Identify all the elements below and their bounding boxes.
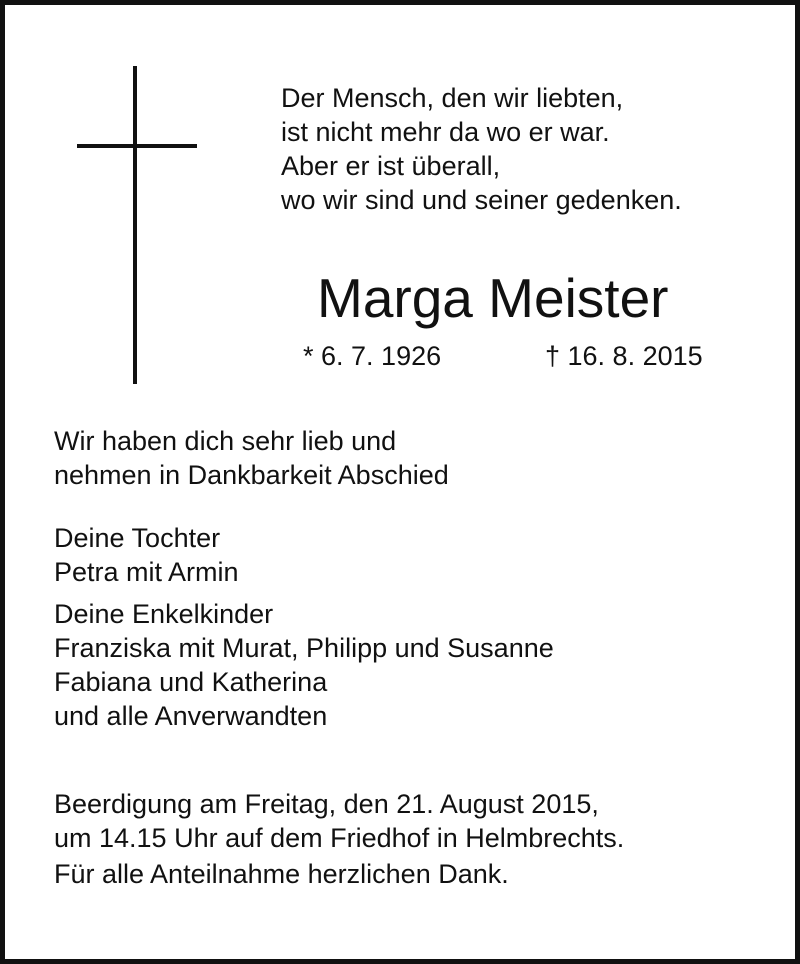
funeral-info <box>54 787 624 855</box>
death-date: † 16. 8. 2015 <box>545 341 703 371</box>
grandchildren-heading: Deine Enkelkinder <box>54 599 274 629</box>
grandchildren-section <box>54 597 554 733</box>
memorial-poem <box>281 81 682 217</box>
poem-line: wo wir sind und seiner gedenken. <box>281 185 682 215</box>
grandchildren-line: Fabiana und Katherina <box>54 667 328 697</box>
poem-line: Der Mensch, den wir liebten, <box>281 83 624 113</box>
farewell-text <box>54 424 449 492</box>
poem-line: ist nicht mehr da wo er war. <box>281 117 610 147</box>
daughter-section <box>54 521 239 589</box>
daughter-heading: Deine Tochter <box>54 523 221 553</box>
daughter-names: Petra mit Armin <box>54 557 239 587</box>
farewell-line: Wir haben dich sehr lieb und <box>54 426 397 456</box>
cross-icon <box>133 66 137 384</box>
deceased-name: Marga Meister <box>317 267 669 329</box>
grandchildren-line: und alle Anverwandten <box>54 701 328 731</box>
farewell-line: nehmen in Dankbarkeit Abschied <box>54 460 449 490</box>
funeral-line: Beerdigung am Freitag, den 21. August 2015, <box>54 789 599 819</box>
poem-line: Aber er ist überall, <box>281 151 501 181</box>
thanks-line: Für alle Anteilnahme herzlichen Dank. <box>54 859 509 889</box>
funeral-line: um 14.15 Uhr auf dem Friedhof in Helmbrechts. <box>54 823 625 853</box>
birth-date: * 6. 7. 1926 <box>303 341 442 371</box>
grandchildren-line: Franziska mit Murat, Philipp und Susanne <box>54 633 554 663</box>
thanks-text <box>54 857 509 891</box>
cross-icon-bar <box>77 144 197 148</box>
